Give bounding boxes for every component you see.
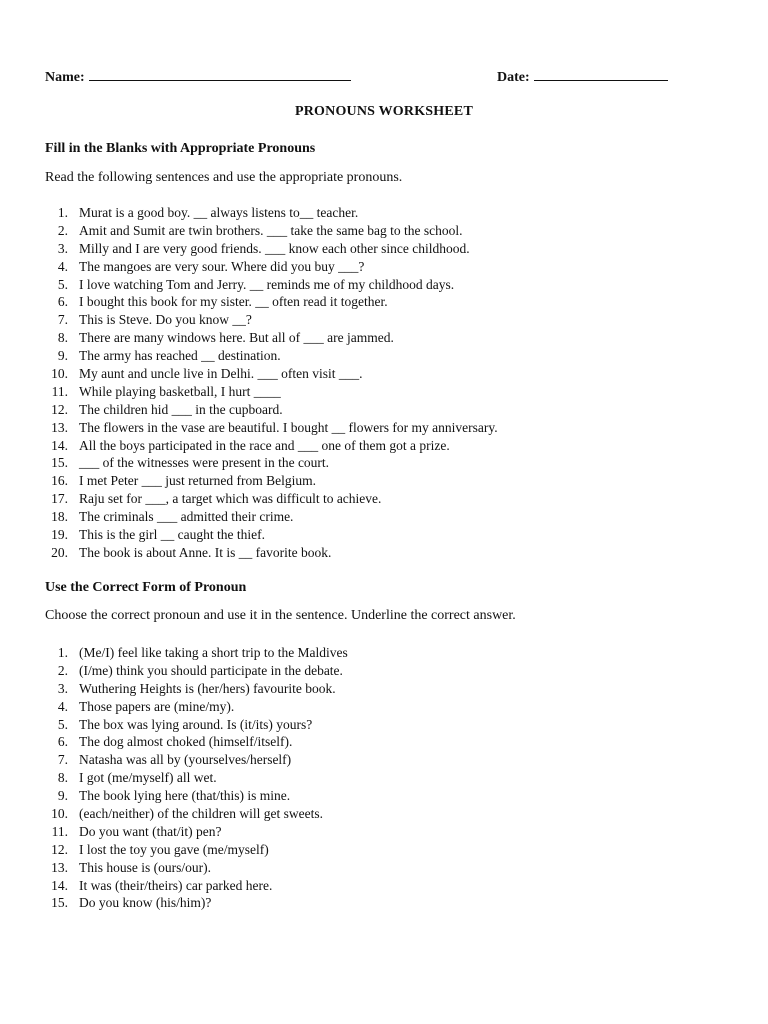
question-text: Raju set for ___, a target which was difficult to achieve.	[79, 491, 382, 507]
section2-question-list	[45, 644, 348, 912]
question-item	[45, 240, 498, 258]
question-text: Do you know (his/him)?	[79, 895, 212, 911]
name-blank-line[interactable]	[89, 66, 351, 81]
section1-question-list	[45, 204, 498, 562]
question-text: The children hid ___ in the cupboard.	[79, 401, 283, 417]
question-number: 8.	[57, 770, 68, 786]
question-number: 1.	[57, 645, 68, 660]
question-text: Those papers are (mine/my).	[79, 698, 235, 714]
question-number: 17.	[51, 491, 68, 507]
question-text: Milly and I are very good friends. ___ know each other since childhood.	[79, 240, 470, 256]
question-item	[45, 716, 348, 734]
question-number: 7.	[57, 752, 68, 768]
question-text: While playing basketball, I hurt ____	[79, 383, 281, 399]
question-number: 16.	[51, 473, 68, 489]
question-text: Natasha was all by (yourselves/herself)	[79, 752, 292, 768]
question-text: I bought this book for my sister. __ often read it together.	[79, 294, 388, 310]
question-number: 5.	[57, 276, 68, 292]
question-text: This is the girl __ caught the thief.	[79, 527, 265, 543]
question-text: All the boys participated in the race and ___ one of them got a prize.	[79, 437, 450, 453]
date-blank-line[interactable]	[534, 66, 668, 81]
section2-heading: Use the Correct Form of Pronoun	[45, 580, 247, 595]
question-number: 2.	[57, 222, 68, 238]
question-item	[45, 490, 498, 508]
question-number: 10.	[51, 366, 68, 382]
question-number: 18.	[51, 509, 68, 525]
name-field-group	[45, 66, 351, 86]
question-number: 15.	[51, 895, 68, 911]
question-item	[45, 733, 348, 751]
question-item	[45, 698, 348, 716]
question-number: 1.	[57, 205, 68, 220]
header-row	[45, 66, 678, 86]
question-item	[45, 276, 498, 294]
question-item	[45, 329, 498, 347]
question-item	[45, 454, 498, 472]
question-number: 13.	[51, 419, 68, 435]
date-field-group	[497, 66, 668, 86]
question-number: 11.	[51, 823, 68, 839]
section2-instructions: Choose the correct pronoun and use it in the sentence. Underline the correct answer.	[45, 608, 516, 623]
date-label: Date:	[497, 70, 530, 85]
question-item	[45, 526, 498, 544]
question-item	[45, 258, 498, 276]
question-text: The book lying here (that/this) is mine.	[79, 788, 291, 804]
question-item	[45, 894, 348, 912]
question-item	[45, 437, 498, 455]
question-text: (Me/I) feel like taking a short trip to the Maldives	[79, 645, 348, 660]
question-text: Amit and Sumit are twin brothers. ___ take the same bag to the school.	[79, 222, 463, 238]
question-item	[45, 877, 348, 895]
question-number: 9.	[57, 788, 68, 804]
question-number: 6.	[57, 734, 68, 750]
question-item	[45, 472, 498, 490]
question-text: The box was lying around. Is (it/its) yours?	[79, 716, 313, 732]
question-number: 7.	[57, 312, 68, 328]
question-text: Wuthering Heights is (her/hers) favourite book.	[79, 680, 336, 696]
page-title: PRONOUNS WORKSHEET	[295, 104, 473, 119]
question-item	[45, 347, 498, 365]
question-item	[45, 508, 498, 526]
section1-heading: Fill in the Blanks with Appropriate Pronouns	[45, 141, 316, 156]
question-text: The flowers in the vase are beautiful. I bought __ flowers for my anniversary.	[79, 419, 498, 435]
name-label: Name:	[45, 70, 85, 85]
question-item	[45, 222, 498, 240]
question-text: The army has reached __ destination.	[79, 348, 281, 364]
question-item	[45, 751, 348, 769]
question-text: I love watching Tom and Jerry. __ reminds me of my childhood days.	[79, 276, 455, 292]
question-text: ___ of the witnesses were present in the court.	[79, 455, 330, 471]
question-item	[45, 204, 498, 222]
question-item	[45, 644, 348, 662]
question-text: My aunt and uncle live in Delhi. ___ often visit ___.	[79, 366, 363, 382]
question-item	[45, 401, 498, 419]
question-number: 11.	[51, 383, 68, 399]
question-number: 12.	[51, 841, 68, 857]
question-number: 15.	[51, 455, 68, 471]
question-number: 4.	[57, 258, 68, 274]
question-number: 3.	[57, 240, 68, 256]
question-text: Do you want (that/it) pen?	[79, 823, 222, 839]
section1-instructions: Read the following sentences and use the appropriate pronouns.	[45, 170, 403, 185]
question-number: 10.	[51, 806, 68, 822]
question-number: 19.	[51, 527, 68, 543]
question-text: Murat is a good boy. __ always listens to__ teacher.	[79, 205, 359, 220]
question-text: The mangoes are very sour. Where did you buy ___?	[79, 258, 365, 274]
question-item	[45, 419, 498, 437]
question-item	[45, 293, 498, 311]
question-number: 14.	[51, 877, 68, 893]
question-number: 12.	[51, 401, 68, 417]
question-text: The criminals ___ admitted their crime.	[79, 509, 294, 525]
question-text: This is Steve. Do you know __?	[79, 312, 252, 328]
question-item	[45, 859, 348, 877]
question-item	[45, 544, 498, 562]
question-text: The book is about Anne. It is __ favorite book.	[79, 544, 332, 560]
question-text: (each/neither) of the children will get sweets.	[79, 806, 324, 822]
question-item	[45, 365, 498, 383]
question-number: 14.	[51, 437, 68, 453]
question-text: The dog almost choked (himself/itself).	[79, 734, 293, 750]
question-item	[45, 841, 348, 859]
question-text: I met Peter ___ just returned from Belgium.	[79, 473, 316, 489]
question-text: I got (me/myself) all wet.	[79, 770, 217, 786]
question-number: 4.	[57, 698, 68, 714]
question-item	[45, 823, 348, 841]
question-number: 6.	[57, 294, 68, 310]
question-number: 2.	[57, 662, 68, 678]
question-text: (I/me) think you should participate in the debate.	[79, 662, 343, 678]
question-number: 8.	[57, 330, 68, 346]
question-number: 9.	[57, 348, 68, 364]
question-item	[45, 662, 348, 680]
question-item	[45, 383, 498, 401]
question-item	[45, 311, 498, 329]
question-item	[45, 769, 348, 787]
question-item	[45, 787, 348, 805]
question-number: 5.	[57, 716, 68, 732]
question-item	[45, 680, 348, 698]
question-text: There are many windows here. But all of ___ are jammed.	[79, 330, 394, 346]
question-text: It was (their/theirs) car parked here.	[79, 877, 273, 893]
question-text: This house is (ours/our).	[79, 859, 211, 875]
question-text: I lost the toy you gave (me/myself)	[79, 841, 269, 857]
question-number: 3.	[57, 680, 68, 696]
question-number: 20.	[51, 544, 68, 560]
question-item	[45, 805, 348, 823]
question-number: 13.	[51, 859, 68, 875]
